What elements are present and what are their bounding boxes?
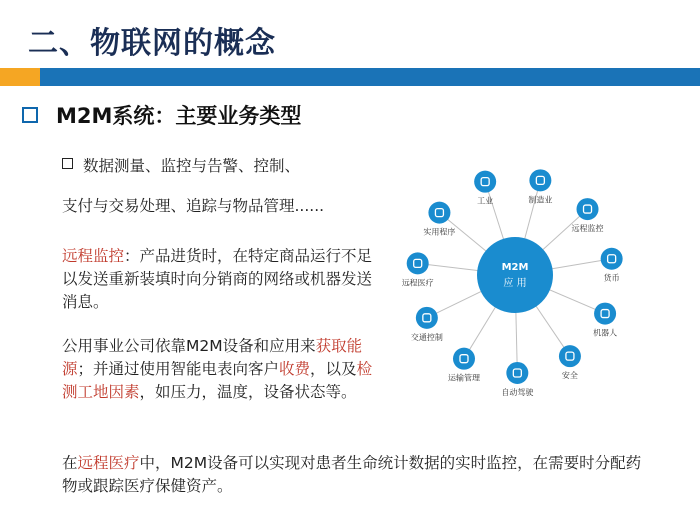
square-bullet-icon bbox=[62, 158, 73, 169]
title-accent-bar bbox=[0, 68, 40, 86]
diagram-center-label-1: M2M bbox=[501, 262, 529, 273]
diagram-node-label: 货币 bbox=[603, 273, 620, 283]
diagram-node-label: 机器人 bbox=[593, 328, 618, 338]
page-title: 二、物联网的概念 bbox=[28, 26, 276, 61]
diagram-node-label: 交通控制 bbox=[410, 332, 443, 342]
diagram-node-label: 安全 bbox=[561, 371, 578, 381]
bullet-line-1: 数据测量、监控与告警、控制、 bbox=[83, 157, 301, 175]
highlight-site-detection: 检测工地因素 bbox=[62, 360, 373, 401]
highlight-telemedicine: 远程医疗 bbox=[77, 454, 140, 472]
paragraph-text: 中，M2M设备可以实现对患者生命统计数据的实时监控，在需要时分配药物或跟踪医疗保健资产。 bbox=[62, 454, 642, 495]
bullet-line-2: 支付与交易处理、追踪与物品管理...... bbox=[62, 197, 325, 215]
diagram-node-label: 工业 bbox=[477, 196, 494, 206]
gears-icon bbox=[529, 169, 551, 191]
highlight-billing: 收费 bbox=[279, 360, 311, 378]
paragraph-text: 在 bbox=[62, 454, 78, 472]
diagram-center-circle bbox=[477, 237, 553, 313]
lightbulb-icon bbox=[428, 202, 450, 224]
m2m-application-diagram bbox=[375, 150, 655, 410]
robot-arm-icon bbox=[594, 303, 616, 325]
truck-icon bbox=[453, 348, 475, 370]
diagram-center-label-2: 应 用 bbox=[503, 278, 527, 289]
highlight-remote-monitoring: 远程监控 bbox=[62, 247, 125, 265]
section-heading-text: M2M系统：主要业务类型 bbox=[56, 104, 302, 128]
phone-icon bbox=[577, 198, 599, 220]
diagram-node-label: 远程医疗 bbox=[401, 278, 434, 288]
paragraph-utilities bbox=[62, 335, 380, 404]
diagram-node-label: 远程监控 bbox=[571, 224, 604, 234]
paragraph-text: 公用事业公司依靠M2M设备和应用来 bbox=[62, 337, 316, 355]
paragraph-text: ：产品进货时，在特定商品运行不足以发送重新装填时向分销商的网络或机器发送消息。 bbox=[62, 247, 373, 311]
paragraph-text: ；并通过使用智能电表向客户 bbox=[77, 360, 280, 378]
lock-icon bbox=[559, 345, 581, 367]
car-icon bbox=[506, 362, 528, 384]
paragraph-telemedicine bbox=[62, 452, 642, 498]
bullet-item bbox=[62, 155, 392, 178]
diagram-node-label: 运输管理 bbox=[447, 373, 480, 383]
heart-icon bbox=[407, 252, 429, 274]
factory-icon bbox=[474, 171, 496, 193]
paragraph-text: ，如压力，温度，设备状态等。 bbox=[139, 383, 357, 401]
traffic-light-icon bbox=[416, 307, 438, 329]
highlight-energy: 获取能源 bbox=[62, 337, 363, 378]
section-heading bbox=[22, 100, 301, 130]
diagram-node-label: 制造业 bbox=[528, 195, 553, 205]
diagram-node-label: 实用程序 bbox=[423, 227, 456, 237]
title-underline-bar bbox=[40, 68, 700, 86]
diagram-node-label: 自动驾驶 bbox=[501, 387, 534, 397]
paragraph-text: ，以及 bbox=[310, 360, 357, 378]
paragraph-remote-monitoring bbox=[62, 245, 380, 314]
dollar-icon bbox=[601, 248, 623, 270]
square-bullet-icon bbox=[22, 107, 38, 123]
